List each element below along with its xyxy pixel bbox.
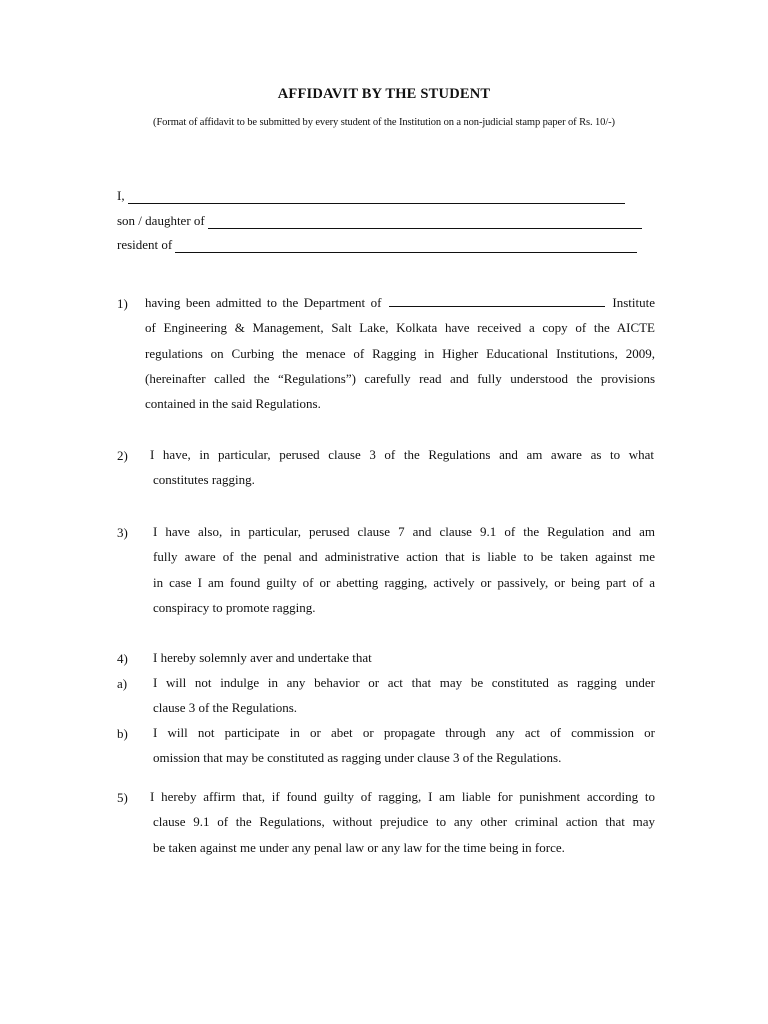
item-number: 5) (117, 790, 128, 805)
clause-4a (153, 670, 655, 721)
clause-4b (153, 720, 655, 771)
clause-1-line: (hereinafter called the “Regulations”) carefully read and fully understood the provisions (145, 370, 655, 386)
parent-label: son / daughter of (117, 213, 205, 228)
clause-4a-line: clause 3 of the Regulations. (153, 700, 298, 716)
clause-2-line: constitutes ragging. (153, 472, 255, 488)
name-field-row (117, 186, 625, 204)
document-title: AFFIDAVIT BY THE STUDENT (277, 86, 491, 102)
department-blank[interactable] (389, 294, 605, 307)
clause-4 (153, 645, 655, 670)
clause-3-line: conspiracy to promote ragging. (153, 599, 316, 615)
item-number: b) (117, 726, 128, 741)
parent-field-row (117, 211, 642, 229)
clause-3-line: in case I am found guilty of or abetting ragging, actively or passively, or being part of a (153, 574, 655, 590)
clause-4b-line: omission that may be constituted as ragging under clause 3 of the Regulations. (153, 750, 562, 766)
clause-1-text-b: Institute (612, 295, 656, 310)
clause-1-line: of Engineering & Management, Salt Lake, Kolkata have received a copy of the AICTE (145, 320, 655, 336)
name-label: I, (117, 188, 125, 203)
clause-2 (150, 442, 654, 493)
clause-3-line: I have also, in particular, perused clause 7 and clause 9.1 of the Regulation and am (153, 524, 655, 539)
clause-4b-line: I will not participate in or abet or propagate through any act of commission or (153, 725, 655, 740)
clause-1-text-a: having been admitted to the Department of (145, 295, 382, 310)
clause-3 (153, 519, 655, 620)
clause-4a-line: I will not indulge in any behavior or act that may be constituted as ragging under (153, 675, 655, 690)
clause-5-line: clause 9.1 of the Regulations, without prejudice to any other criminal action that may (153, 814, 655, 830)
item-number: 3) (117, 525, 128, 540)
item-number: a) (117, 676, 128, 691)
clause-1 (145, 290, 655, 416)
clause-5 (150, 784, 655, 860)
clause-4-line: I hereby solemnly aver and undertake that (153, 650, 372, 665)
resident-blank[interactable] (175, 239, 637, 253)
clause-5-line: be taken against me under any penal law or any law for the time being in force. (153, 839, 565, 855)
clause-1-line: contained in the said Regulations. (145, 396, 321, 412)
clause-5-line: I hereby affirm that, if found guilty of ragging, I am liable for punishment according to (150, 789, 655, 804)
parent-blank[interactable] (208, 215, 642, 229)
item-number: 4) (117, 651, 128, 666)
clause-2-line: I have, in particular, perused clause 3 of the Regulations and am aware as to what (150, 447, 654, 462)
item-number: 2) (117, 448, 128, 463)
clause-1-line: regulations on Curbing the menace of Ragging in Higher Educational Institutions, 2009, (145, 345, 655, 361)
item-number: 1) (117, 296, 128, 311)
resident-label: resident of (117, 237, 173, 252)
clause-3-line: fully aware of the penal and administrative action that is liable to be taken against me (153, 549, 655, 565)
document-subtitle: (Format of affidavit to be submitted by every student of the Institution on a non-judicial stamp paper of Rs. 10/-) (153, 117, 615, 128)
name-blank[interactable] (128, 190, 625, 204)
resident-field-row (117, 235, 637, 253)
